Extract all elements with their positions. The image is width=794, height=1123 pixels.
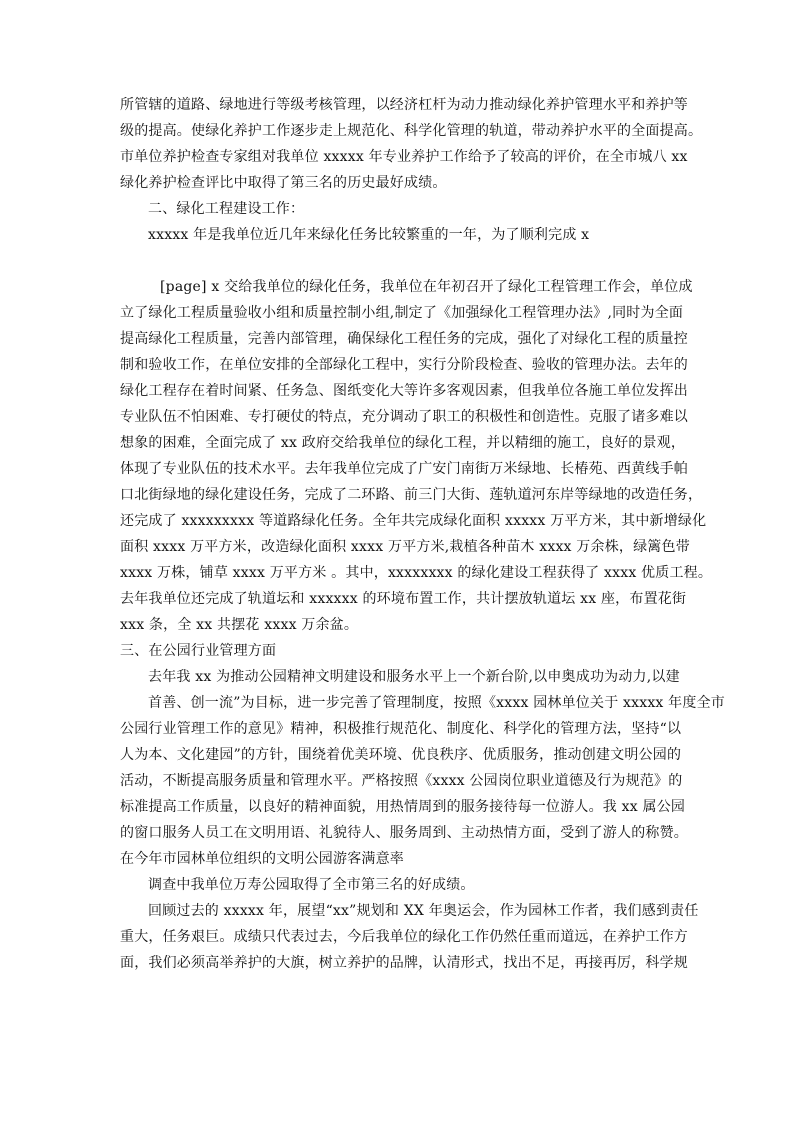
section-heading: 二、绿化工程建设工作： [148,201,305,217]
text-line: 标准提高工作质量，以良好的精神面貌，用热情周到的服务接待每一位游人。我 xx 属公园 [120,799,686,815]
text-line: 面积 xxxx 万平方米，改造绿化面积 xxxx 万平方米,栽植各种苗木 xxxx 万余株，绿篱色带 [120,539,690,555]
text-line: 想象的困难，全面完成了 xx 政府交给我单位的绿化工程，并以精细的施工，良好的景观， [120,435,686,451]
text-line: 绿化工程存在着时间紧、任务急、图纸变化大等许多客观因素，但我单位各施工单位发挥出 [120,383,688,399]
text-line: 绿化养护检查评比中取得了第三名的历史最好成绩。 [120,175,447,191]
text-line: 重大，任务艰巨。成绩只代表过去，今后我单位的绿化工作仍然任重而道远，在养护工作方 [120,929,688,945]
document-page [120,92,725,976]
text-line: 人为本、文化建园”的方针，围绕着优美环境、优良秩序、优质服务，推动创建文明公园的 [120,747,682,763]
text-line: 级的提高。使绿化养护工作逐步走上规范化、科学化管理的轨道，带动养护水平的全面提高。 [120,123,703,139]
text-line: xxx 条，全 xx 共摆花 xxxx 万余盆。 [120,617,359,633]
text-line: 的窗口服务人员工在文明用语、礼貌待人、服务周到、主动热情方面，受到了游人的称赞。 [120,825,688,841]
text-line: 去年我单位还完成了轨道坛和 xxxxxx 的环境布置工作，共计摆放轨道坛 xx 座，布置花街 [120,591,687,607]
text-line: 公园行业管理工作的意见》精神，积极推行规范化、制度化、科学化的管理方法，坚持“以 [120,721,682,737]
text-line: 所管辖的道路、绿地进行等级考核管理，以经济杠杆为动力推动绿化养护管理水平和养护等 [120,97,688,113]
text-line: 口北街绿地的绿化建设任务，完成了二环路、前三门大街、莲轨道河东岸等绿地的改造任务， [120,487,703,503]
text-line: 活动，不断提高服务质量和管理水平。严格按照《xxxx 公园岗位职业道德及行为规范》的 [120,773,683,789]
section-heading: 去年我 xx 为推动公园精神文明建设和服务水平上一个新台阶,以申奥成功为动力,以建 [148,669,680,685]
text-line: 回顾过去的 xxxxx 年，展望“xx”规划和 XX 年奥运会，作为园林工作者，我们感到责任 [148,903,699,919]
text-line: 还完成了 xxxxxxxxx 等道路绿化任务。全年共完成绿化面积 xxxxx 万平方米，其中新增绿化 [120,513,707,529]
text-line: xxxxx 年是我单位近几年来绿化任务比较繁重的一年，为了顺利完成 x [148,227,590,243]
text-line: 在今年市园林单位组织的文明公园游客满意率 [120,851,404,867]
text-line: 首善、创一流”为目标，进一步完善了管理制度，按照《xxxx 园林单位关于 xxxxx 年度全市 [148,695,725,711]
text-line: 市单位养护检查专家组对我单位 xxxxx 年专业养护工作给予了较高的评价，在全市城八 xx [120,149,688,165]
text-line: 专业队伍不怕困难、专打硬仗的特点，充分调动了职工的积极性和创造性。克服了诸多难以 [120,409,688,425]
text-line: [page] x 交给我单位的绿化任务，我单位在年初召开了绿化工程管理工作会，单位成 [160,279,693,295]
text-line: xxxx 万株，铺草 xxxx 万平方米 。其中，xxxxxxxx 的绿化建设工程获得了 xxxx 优质工程。 [120,565,713,581]
text-line: 体现了专业队伍的技术水平。去年我单位完成了广安门南街万米绿地、长椿苑、西黄线手帕 [120,461,688,477]
text-line: 面，我们必须高举养护的大旗，树立养护的品牌，认清形式，找出不足，再接再厉，科学规 [120,955,688,971]
page-break-gap [120,248,690,274]
text-line: 调查中我单位万寿公园取得了全市第三名的好成绩。 [148,877,475,893]
text-line: 三、在公园行业管理方面 [120,643,277,659]
text-line: 制和验收工作，在单位安排的全部绿化工程中，实行分阶段检查、验收的管理办法。去年的 [120,357,688,373]
text-line: 提高绿化工程质量，完善内部管理，确保绿化工程任务的完成，强化了对绿化工程的质量控 [120,331,688,347]
text-line: 立了绿化工程质量验收小组和质量控制小组,制定了《加强绿化工程管理办法》,同时为全面 [120,305,684,321]
